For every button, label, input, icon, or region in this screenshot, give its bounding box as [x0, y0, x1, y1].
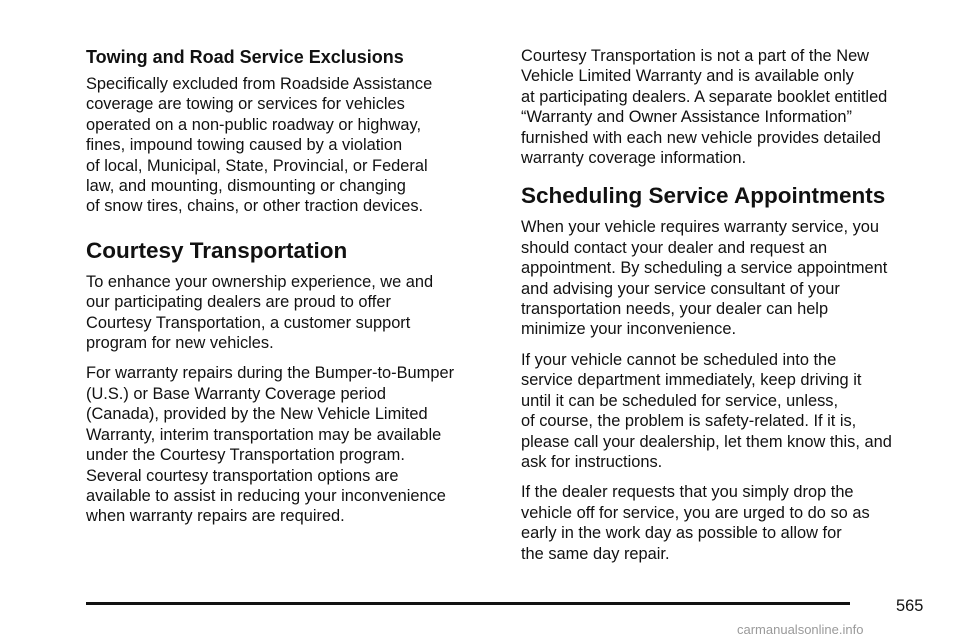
text-line: Courtesy Transportation, a customer support — [86, 313, 411, 332]
text-line: “Warranty and Owner Assistance Information” — [521, 108, 852, 127]
watermark: carmanualsonline.info — [737, 622, 864, 637]
text-line: If your vehicle cannot be scheduled into the — [521, 350, 837, 369]
text-line: our participating dealers are proud to offer — [86, 293, 391, 312]
text-line: please call your dealership, let them know this, and — [521, 432, 892, 451]
text-line: transportation needs, your dealer can help — [521, 300, 829, 319]
text-line: when warranty repairs are required. — [86, 507, 345, 526]
text-line: service department immediately, keep driving it — [521, 371, 862, 390]
scheduling-contact-paragraph — [521, 217, 941, 339]
text-line: ask for instructions. — [521, 452, 663, 471]
scheduling-unscheduled-paragraph — [521, 350, 941, 472]
text-line: of local, Municipal, State, Provincial, or Federal — [86, 156, 428, 175]
text-line: furnished with each new vehicle provides detailed — [521, 128, 881, 147]
text-line: of course, the problem is safety-related. If it is, — [521, 412, 857, 431]
text-line: minimize your inconvenience. — [521, 320, 736, 339]
text-line: coverage are towing or services for vehicles — [86, 95, 405, 114]
left-column — [86, 46, 496, 537]
text-line: early in the work day as possible to allow for — [521, 524, 842, 543]
text-line: and advising your service consultant of your — [521, 279, 840, 298]
courtesy-intro-paragraph — [86, 272, 496, 354]
text-line: the same day repair. — [521, 544, 670, 563]
text-line: Specifically excluded from Roadside Assistance — [86, 75, 433, 93]
text-line: (Canada), provided by the New Vehicle Limited — [86, 405, 428, 424]
text-line: of snow tires, chains, or other traction devices. — [86, 197, 424, 216]
text-line: (U.S.) or Base Warranty Coverage period — [86, 384, 387, 403]
text-line: Warranty, interim transportation may be available — [86, 425, 442, 444]
footer-rule — [86, 602, 850, 605]
text-line: warranty coverage information. — [521, 149, 747, 168]
courtesy-warranty-paragraph — [86, 363, 496, 526]
text-line: at participating dealers. A separate booklet entitled — [521, 87, 888, 106]
courtesy-transportation-heading: Courtesy Transportation — [86, 237, 348, 263]
text-line: law, and mounting, dismounting or changing — [86, 177, 406, 196]
towing-exclusions-heading: Towing and Road Service Exclusions — [86, 47, 404, 67]
text-line: For warranty repairs during the Bumper-to-Bumper — [86, 364, 455, 383]
towing-exclusions-paragraph — [86, 74, 496, 217]
text-line: When your vehicle requires warranty service, you — [521, 218, 880, 237]
text-line: under the Courtesy Transportation program. — [86, 446, 405, 465]
text-line: Courtesy Transportation is not a part of the New — [521, 47, 870, 65]
scheduling-dropoff-paragraph — [521, 482, 941, 564]
text-line: Vehicle Limited Warranty and is available only — [521, 67, 854, 86]
text-line: vehicle off for service, you are urged to do so as — [521, 503, 870, 522]
text-line: appointment. By scheduling a service appointment — [521, 259, 888, 278]
courtesy-booklet-paragraph — [521, 46, 941, 168]
text-line: should contact your dealer and request an — [521, 238, 828, 257]
text-line: To enhance your ownership experience, we and — [86, 272, 434, 291]
text-line: Several courtesy transportation options are — [86, 466, 399, 485]
scheduling-heading: Scheduling Service Appointments — [521, 183, 886, 209]
text-line: operated on a non-public roadway or highway, — [86, 115, 422, 134]
text-line: program for new vehicles. — [86, 334, 274, 353]
page-number: 565 — [896, 597, 924, 615]
text-line: until it can be scheduled for service, unless, — [521, 391, 839, 410]
text-line: If the dealer requests that you simply drop the — [521, 483, 854, 502]
right-column — [521, 46, 941, 574]
text-line: available to assist in reducing your inconvenience — [86, 486, 446, 505]
text-line: fines, impound towing caused by a violation — [86, 136, 403, 155]
